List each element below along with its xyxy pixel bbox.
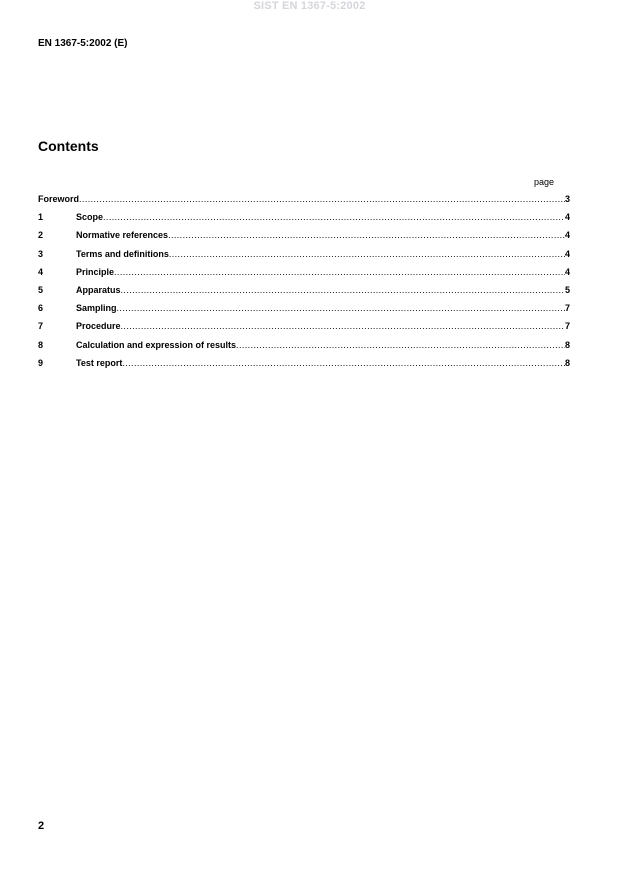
toc-leader-dots bbox=[114, 267, 565, 278]
toc-leader-dots bbox=[121, 285, 565, 296]
toc-entry-page: 3 bbox=[564, 194, 570, 204]
toc-entry-page: 8 bbox=[564, 357, 570, 368]
toc-entry-page: 4 bbox=[564, 248, 570, 259]
toc-entry-title: Terms and definitions bbox=[76, 248, 169, 259]
document-id-header: EN 1367-5:2002 (E) bbox=[38, 38, 128, 49]
toc-entry-number: 9 bbox=[38, 357, 44, 368]
toc-entry-number: 4 bbox=[38, 266, 44, 277]
toc-entry-page: 7 bbox=[564, 321, 570, 332]
toc-leader-dots bbox=[79, 194, 565, 205]
toc-entry-title: Procedure bbox=[76, 321, 121, 332]
toc-entry-number: 2 bbox=[38, 230, 44, 241]
toc-entry-title: Foreword bbox=[38, 194, 80, 204]
contents-heading: Contents bbox=[38, 138, 99, 154]
toc-entry-number: 7 bbox=[38, 321, 44, 332]
toc-entry-apparatus[interactable] bbox=[38, 285, 570, 303]
toc-entry-terms-and-definitions[interactable] bbox=[38, 249, 570, 267]
toc-entry-page: 4 bbox=[564, 266, 570, 277]
page-column-label: page bbox=[534, 177, 555, 187]
toc-entry-title: Test report bbox=[76, 357, 123, 368]
toc-leader-dots bbox=[117, 303, 565, 314]
toc-entry-foreword[interactable] bbox=[38, 194, 570, 212]
toc-leader-dots bbox=[169, 249, 565, 260]
toc-leader-dots bbox=[236, 340, 565, 351]
toc-entry-number: 5 bbox=[38, 284, 44, 295]
toc-entry-number: 6 bbox=[38, 303, 44, 314]
toc-entry-calculation-and-expression-of-results[interactable] bbox=[38, 340, 570, 358]
toc-entry-principle[interactable] bbox=[38, 267, 570, 285]
toc-entry-number: 3 bbox=[38, 248, 44, 259]
toc-leader-dots bbox=[103, 212, 565, 223]
toc-entry-page: 8 bbox=[564, 339, 570, 350]
toc-entry-title: Sampling bbox=[76, 303, 117, 314]
toc-entry-page: 7 bbox=[564, 303, 570, 314]
toc-entry-page: 5 bbox=[564, 284, 570, 295]
toc-leader-dots bbox=[122, 358, 565, 369]
toc-entry-page: 4 bbox=[564, 230, 570, 241]
toc-entry-page: 4 bbox=[564, 212, 570, 223]
watermark: SIST EN 1367-5:2002 bbox=[253, 0, 366, 12]
table-of-contents bbox=[38, 194, 570, 376]
toc-entry-number: 1 bbox=[38, 212, 44, 223]
toc-entry-title: Normative references bbox=[76, 230, 169, 241]
toc-entry-procedure[interactable] bbox=[38, 321, 570, 339]
toc-entry-title: Apparatus bbox=[76, 284, 121, 295]
toc-entry-number: 8 bbox=[38, 339, 44, 350]
toc-entry-title: Principle bbox=[76, 266, 115, 277]
toc-leader-dots bbox=[121, 321, 565, 332]
page-number: 2 bbox=[38, 820, 45, 832]
toc-entry-normative-references[interactable] bbox=[38, 230, 570, 248]
toc-entry-title: Calculation and expression of results bbox=[76, 339, 237, 350]
toc-entry-sampling[interactable] bbox=[38, 303, 570, 321]
toc-entry-title: Scope bbox=[76, 212, 104, 223]
toc-leader-dots bbox=[168, 230, 565, 241]
toc-entry-scope[interactable] bbox=[38, 212, 570, 230]
toc-entry-test-report[interactable] bbox=[38, 358, 570, 376]
